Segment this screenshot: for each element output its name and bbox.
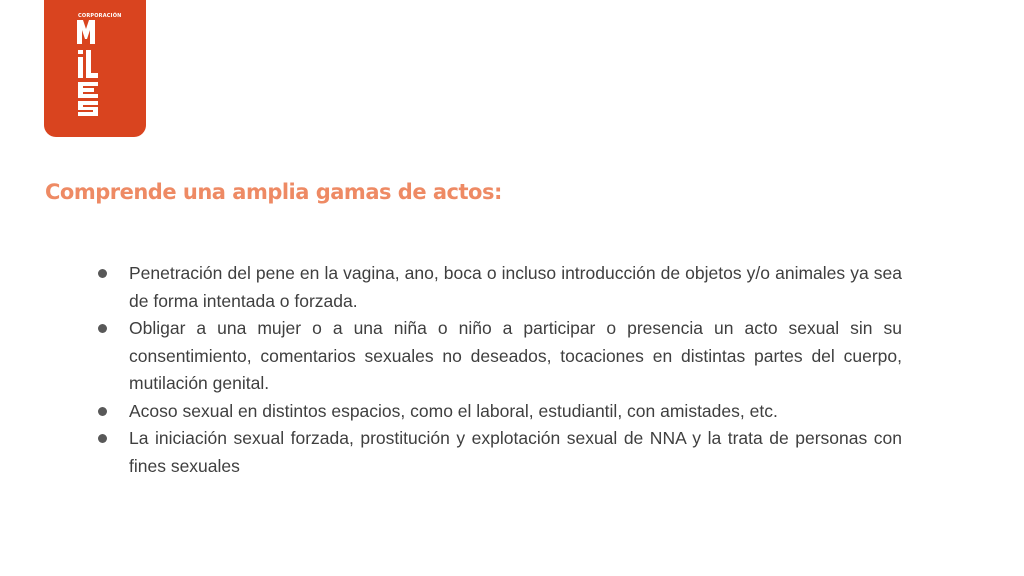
logo-org-label: CORPORACIÓN <box>78 13 122 19</box>
bullet-text: Penetración del pene en la vagina, ano, boca o incluso introducción de objetos y/o animales ya sea de forma intentada o forzada. <box>129 263 902 311</box>
miles-logo-mark <box>76 20 108 116</box>
bullet-item <box>96 260 902 315</box>
bullet-text: Acoso sexual en distintos espacios, como el laboral, estudiantil, con amistades, etc. <box>129 400 778 421</box>
bullet-dot-icon <box>98 434 107 443</box>
slide-title: Comprende una amplia gamas de actos: <box>45 180 502 204</box>
bullet-dot-icon <box>98 407 107 416</box>
bullet-list <box>96 260 902 480</box>
bullet-text: La iniciación sexual forzada, prostitución y explotación sexual de NNA y la trata de personas con fines sexuales <box>129 428 902 476</box>
logo <box>44 0 146 137</box>
bullet-dot-icon <box>98 324 107 333</box>
bullet-dot-icon <box>98 269 107 278</box>
bullet-item <box>96 315 902 398</box>
bullet-text: Obligar a una mujer o a una niña o niño a participar o presencia un acto sexual sin su consentimiento, comentarios sexuales no deseados, tocaciones en distintas partes del cuerpo, mutilación genital. <box>129 318 902 393</box>
bullet-item <box>96 398 902 426</box>
bullet-item <box>96 425 902 480</box>
